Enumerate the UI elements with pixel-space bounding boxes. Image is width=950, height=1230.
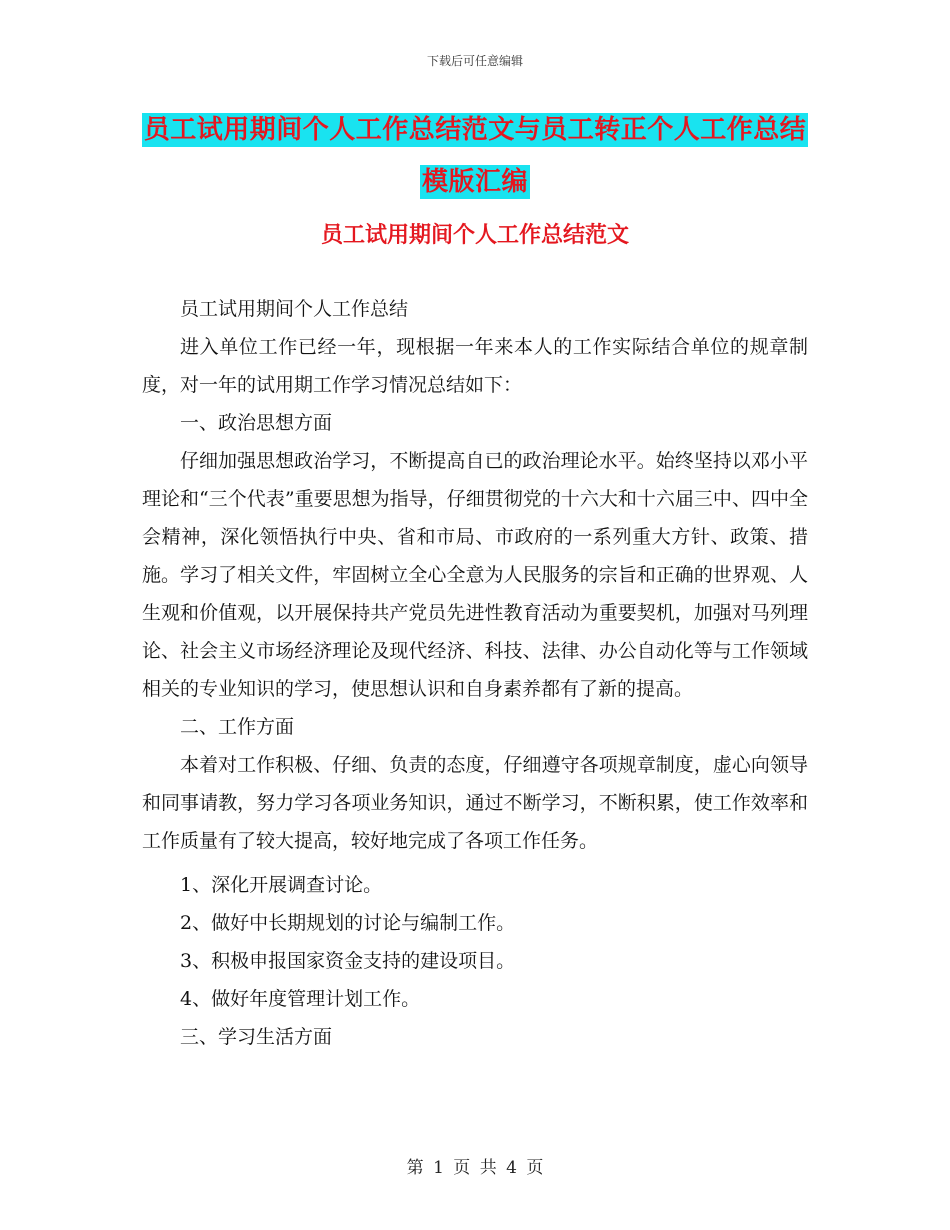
section-heading-study: 三、学习生活方面 xyxy=(180,1026,333,1048)
list-item: 2、做好中长期规划的讨论与编制工作。 xyxy=(180,912,516,934)
page-footer: 第 1 页 共 4 页 xyxy=(406,1158,544,1178)
paragraph-political: 仔细加强思想政治学习，不断提高自已的政治理论水平。始终坚持以邓小平理论和“三个代表”重要思想为指导，仔细贯彻党的十六大和十六届三中、四中全会精神，深化领悟执行中央、省和市局、市政府的一系列重大方针、政策、措施。学习了相关文件，牢固树立全心全意为人民服务的宗旨和正确的世界观、人生观和价值观，以开展保持共产党员先进性教育活动为重要契机，加强对马列理论、社会主义市场经济理论及现代经济、科技、法律、办公自动化等与工作领域相关的专业知识的学习，使思想认识和自身素养都有了新的提高。 xyxy=(142,450,808,700)
list-item: 1、深化开展调查讨论。 xyxy=(180,874,383,896)
list-item: 4、做好年度管理计划工作。 xyxy=(180,988,421,1010)
paragraph-heading: 员工试用期间个人工作总结 xyxy=(180,298,409,320)
section-title: 员工试用期间个人工作总结范文 xyxy=(320,223,629,248)
header-note: 下载后可任意编辑 xyxy=(426,54,523,68)
section-heading-work: 二、工作方面 xyxy=(180,716,295,738)
document-body xyxy=(142,290,808,1056)
paragraph-intro: 进入单位工作已经一年，现根据一年来本人的工作实际结合单位的规章制度，对一年的试用期工作学习情况总结如下： xyxy=(142,336,808,396)
document-title xyxy=(140,104,810,208)
document-title-text: 员工试用期间个人工作总结范文与员工转正个人工作总结模版汇编 xyxy=(143,115,807,197)
list-item: 3、积极申报国家资金支持的建设项目。 xyxy=(180,950,516,972)
paragraph-work: 本着对工作积极、仔细、负责的态度，仔细遵守各项规章制度，虚心向领导和同事请教，努力学习各项业务知识，通过不断学习，不断积累，使工作效率和工作质量有了较大提高，较好地完成了各项工作任务。 xyxy=(142,754,808,852)
section-heading-political: 一、政治思想方面 xyxy=(180,412,333,434)
